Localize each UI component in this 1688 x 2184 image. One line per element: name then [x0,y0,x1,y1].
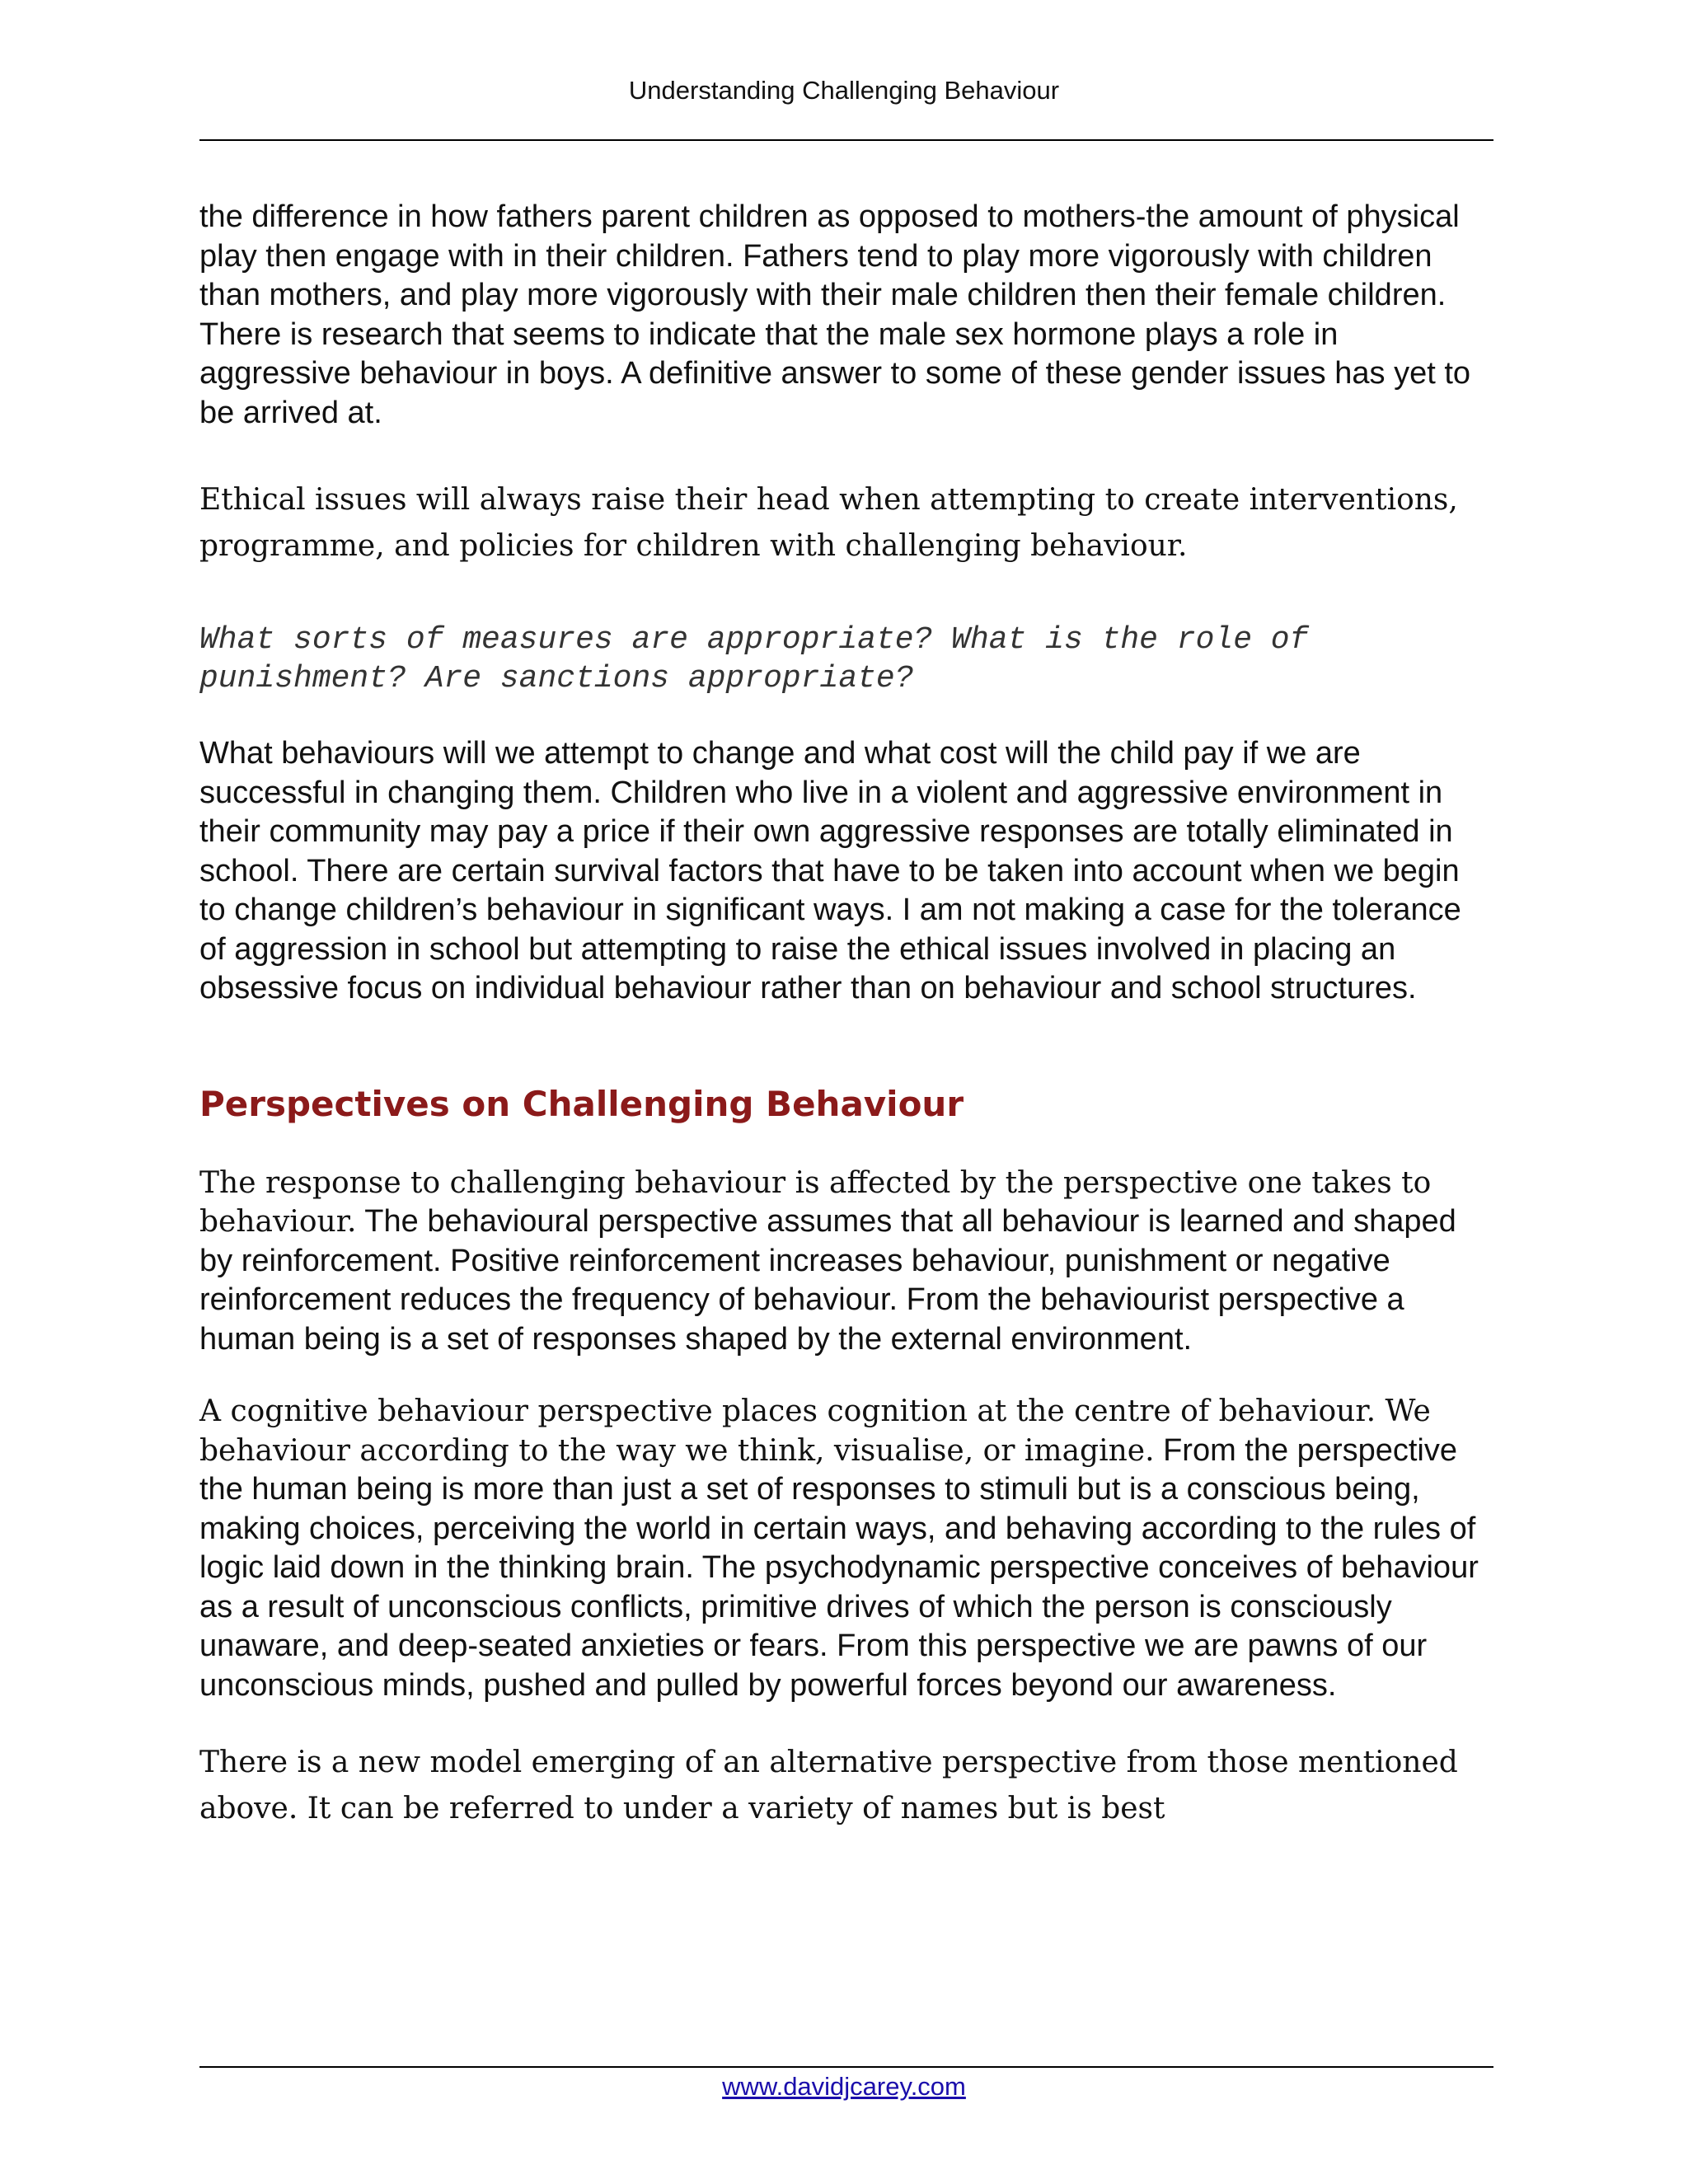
paragraph-lead-text: A cognitive behaviour perspective places cognition at the centre of behaviour. We behaviour according to the way we think, visualise, or imagine. [199,1394,1431,1468]
header-divider [199,139,1493,141]
paragraph-cognitive-perspective [199,1392,1493,1705]
paragraph-body-text: The behavioural perspective assumes that all behaviour is learned and shaped by reinforcement. Positive reinforcement increases behaviour, punishment or negative reinforcement reduces the frequency of behaviour. From the behaviourist perspective a human being is a set of responses shaped by the external environment. [199,1204,1456,1357]
page-header: Understanding Challenging Behaviour [628,76,1060,105]
paragraph-body-text: From the perspective the human being is more than just a set of responses to stimuli but is a conscious being, making choices, perceiving the world in certain ways, and behaving according to the rules of logic laid down in the thinking brain. The psychodynamic perspective conceives of behaviour as a result of unconscious conflicts, primitive drives of which the person is consciously unaware, and deep-seated anxieties or fears. From this perspective we are pawns of our unconscious minds, pushed and pulled by powerful forces beyond our awareness. [199,1432,1479,1703]
page-content [199,198,1493,1832]
paragraph-new-model: There is a new model emerging of an alternative perspective from those mentioned above. It can be referred to under a variety of names but is best [199,1746,1458,1825]
paragraph-ethical-issues: Ethical issues will always raise their head when attempting to create interventions, programme, and policies for children with challenging behaviour. [199,483,1458,563]
paragraph-behaviour-change: What behaviours will we attempt to change and what cost will the child pay if we are successful in changing them. Children who live in a violent and aggressive environment in their community may pay a price if their own aggressive responses are totally eliminated in school. There are certain survival factors that have to be taken into account when we begin to change children’s behaviour in significant ways. I am not making a case for the tolerance of aggression in school but attempting to raise the ethical issues involved in placing an obsessive focus on individual behaviour rather than on behaviour and school structures. [199,736,1461,1005]
page-footer [0,2072,1688,2102]
website-link[interactable]: www.davidjcarey.com [722,2072,966,2101]
section-heading: Perspectives on Challenging Behaviour [199,1083,964,1124]
footer-divider [199,2066,1493,2068]
paragraph-gender-differences: the difference in how fathers parent children as opposed to mothers-the amount of physical play then engage with in their children. Fathers tend to play more vigorously with children than mothers, and play more vigorously with their male children then their female children. There is research that seems to indicate that the male sex hormone plays a role in aggressive behaviour in boys. A definitive answer to some of these gender issues has yet to be arrived at. [199,199,1471,430]
paragraph-questions: What sorts of measures are appropriate? What is the role of punishment? Are sanctions appropriate? [199,622,1309,696]
paragraph-lead-text: The response to challenging behaviour is affected by the perspective one takes to behaviour. [199,1165,1432,1239]
paragraph-behavioural-perspective [199,1164,1493,1360]
